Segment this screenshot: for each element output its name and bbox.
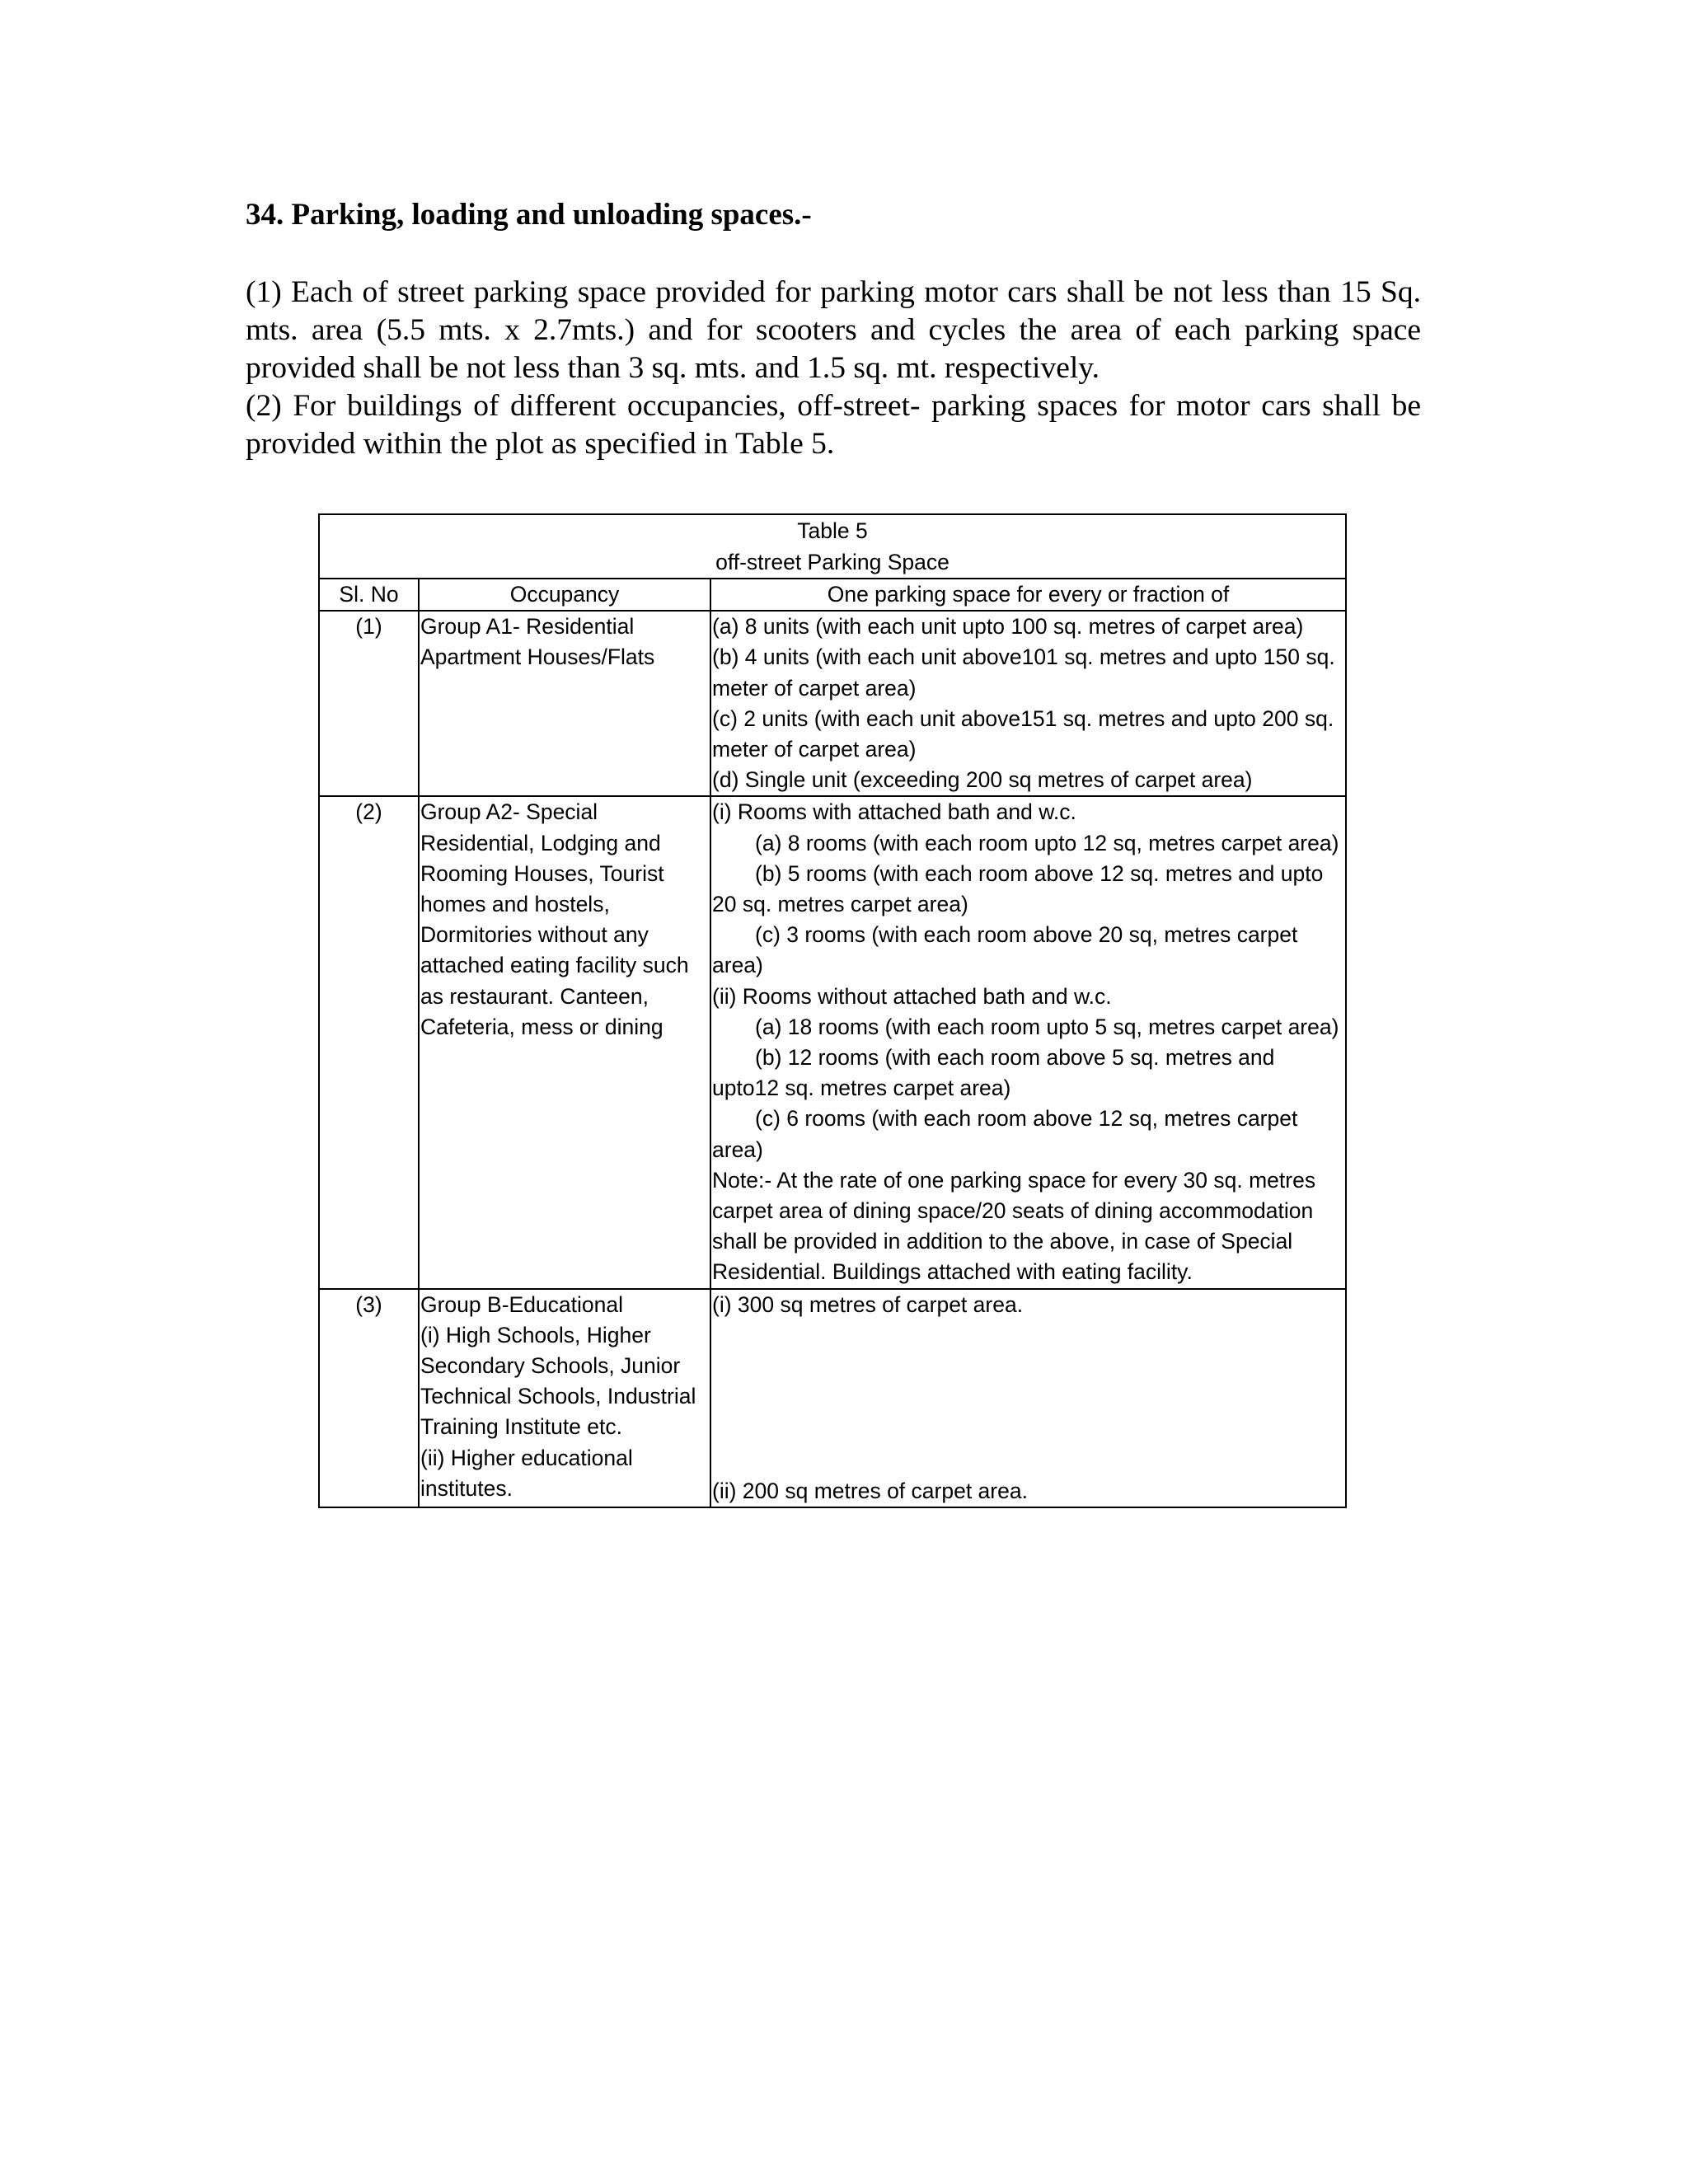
occupancy-line: Training Institute etc. bbox=[420, 1414, 622, 1440]
occupancy-line: Residential, Lodging and bbox=[420, 830, 661, 855]
row-occupancy bbox=[419, 611, 710, 796]
occupancy-line: Secondary Schools, Junior bbox=[420, 1353, 681, 1379]
requirement-line: 20 sq. metres carpet area) bbox=[712, 892, 968, 917]
row-sl-no: (1) bbox=[319, 611, 419, 796]
header-requirement: One parking space for every or fraction of bbox=[710, 579, 1346, 611]
spacer bbox=[712, 1320, 1344, 1476]
table-row bbox=[319, 796, 1346, 1288]
requirement-line: meter of carpet area) bbox=[712, 675, 917, 701]
occupancy-line: Rooming Houses, Tourist bbox=[420, 860, 664, 886]
table-subcaption: off-street Parking Space bbox=[715, 549, 950, 574]
requirement-line: Note:- At the rate of one parking space for every 30 sq. metres bbox=[712, 1167, 1316, 1193]
requirement-line: upto12 sq. metres carpet area) bbox=[712, 1076, 1011, 1101]
paragraph-2: (2) For buildings of different occupancies, off-street- parking spaces for motor cars shall be provided within the plot as specified in Table 5. bbox=[246, 389, 1421, 461]
table-caption: Table 5 bbox=[797, 518, 868, 543]
paragraph-1: (1) Each of street parking space provided for parking motor cars shall be not less than 15 Sq. mts. area (5.5 mts. x 2.7mts.) and for scooters and cycles the area of each parking space provided shall be not less than 3 sq. mts. and 1.5 sq. mt. respectively. bbox=[246, 275, 1421, 385]
requirement-line: (b) 5 rooms (with each room above 12 sq. metres and upto bbox=[755, 860, 1324, 886]
row-occupancy bbox=[419, 796, 710, 1288]
occupancy-line: Group A2- Special bbox=[420, 799, 598, 825]
occupancy-line: attached eating facility such bbox=[420, 953, 689, 978]
occupancy-line: Group A1- Residential bbox=[420, 614, 635, 640]
requirement-line: Residential. Buildings attached with eating facility. bbox=[712, 1259, 1193, 1285]
requirement-line: (a) 8 rooms (with each room upto 12 sq, metres carpet area) bbox=[755, 830, 1339, 855]
occupancy-line: Dormitories without any bbox=[420, 922, 649, 948]
requirement-line: shall be provided in addition to the above, in case of Special bbox=[712, 1229, 1293, 1254]
occupancy-line: homes and hostels, bbox=[420, 892, 610, 917]
requirement-line: area) bbox=[712, 953, 763, 978]
requirement-line: (b) 12 rooms (with each room above 5 sq. metres and bbox=[755, 1045, 1275, 1071]
occupancy-line: (ii) Higher educational bbox=[420, 1445, 633, 1470]
table-row bbox=[319, 1289, 1346, 1507]
row-sl-no: (2) bbox=[319, 796, 419, 1288]
row-occupancy bbox=[419, 1289, 710, 1507]
occupancy-line: institutes. bbox=[420, 1475, 513, 1501]
occupancy-line: Group B-Educational bbox=[420, 1291, 624, 1317]
requirement-line: (i) 300 sq metres of carpet area. bbox=[712, 1291, 1024, 1317]
body-text bbox=[246, 274, 1421, 463]
requirement-line: (c) 6 rooms (with each room above 12 sq, metres carpet bbox=[755, 1106, 1298, 1132]
row-sl-no: (3) bbox=[319, 1289, 419, 1507]
occupancy-line: Apartment Houses/Flats bbox=[420, 644, 655, 670]
requirement-line: (c) 3 rooms (with each room above 20 sq, metres carpet bbox=[755, 922, 1298, 948]
header-occupancy: Occupancy bbox=[419, 579, 710, 611]
requirement-line: (c) 2 units (with each unit above151 sq. metres and upto 200 sq. bbox=[712, 705, 1334, 731]
header-sl-no: Sl. No bbox=[319, 579, 419, 611]
table-header-row bbox=[319, 579, 1346, 611]
section-heading: 34. Parking, loading and unloading spaces.- bbox=[246, 198, 812, 232]
requirement-line: (a) 18 rooms (with each room upto 5 sq, metres carpet area) bbox=[755, 1014, 1339, 1039]
requirement-line: meter of carpet area) bbox=[712, 737, 917, 762]
table-row bbox=[319, 611, 1346, 796]
occupancy-line: Cafeteria, mess or dining bbox=[420, 1014, 663, 1039]
requirement-line: (d) Single unit (exceeding 200 sq metres of carpet area) bbox=[712, 767, 1253, 793]
row-requirement bbox=[710, 611, 1346, 796]
row-requirement bbox=[710, 796, 1346, 1288]
requirement-line: carpet area of dining space/20 seats of dining accommodation bbox=[712, 1198, 1314, 1224]
occupancy-line: as restaurant. Canteen, bbox=[420, 983, 649, 1009]
parking-table bbox=[318, 513, 1347, 1508]
occupancy-line: (i) High Schools, Higher bbox=[420, 1322, 651, 1347]
requirement-line: (a) 8 units (with each unit upto 100 sq. metres of carpet area) bbox=[712, 614, 1304, 640]
requirement-line: area) bbox=[712, 1137, 763, 1162]
requirement-line: (b) 4 units (with each unit above101 sq. metres and upto 150 sq. bbox=[712, 644, 1335, 670]
occupancy-line: Technical Schools, Industrial bbox=[420, 1384, 696, 1409]
table-caption-row bbox=[319, 514, 1346, 579]
requirement-line: (ii) 200 sq metres of carpet area. bbox=[712, 1478, 1028, 1503]
requirement-line: (ii) Rooms without attached bath and w.c. bbox=[712, 983, 1112, 1009]
requirement-line: (i) Rooms with attached bath and w.c. bbox=[712, 799, 1076, 825]
row-requirement bbox=[710, 1289, 1346, 1507]
